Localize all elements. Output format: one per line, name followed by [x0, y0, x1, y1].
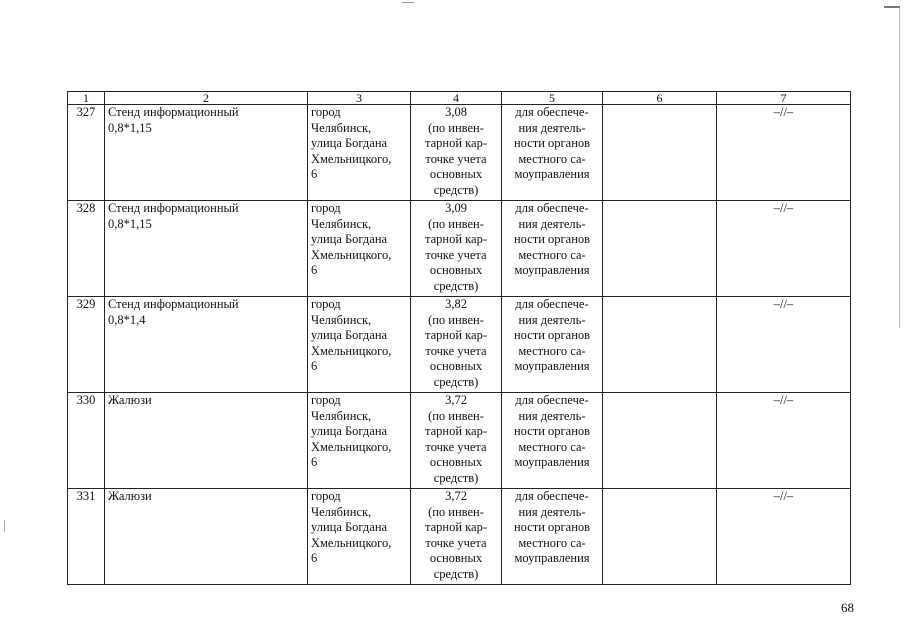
item-address-line: 6: [311, 455, 318, 470]
item-purpose: [502, 489, 603, 585]
column-7-cell: –//–: [717, 105, 851, 201]
table-header-row: [68, 92, 851, 105]
item-address-line: Челябинск,: [311, 120, 372, 135]
item-purpose: [502, 297, 603, 393]
item-purpose-line: ния деятель-: [518, 312, 586, 327]
item-name-line: Жалюзи: [108, 393, 152, 407]
item-purpose: [502, 105, 603, 201]
item-purpose-line: для обеспече-: [515, 105, 589, 119]
row-number: 331: [68, 489, 105, 585]
item-value-line: основных: [429, 359, 483, 374]
item-name-line: 0,8*1,15: [108, 216, 152, 231]
item-value-line: точке учета: [425, 535, 487, 550]
item-purpose-line: местного са-: [518, 343, 586, 358]
item-purpose-line: для обеспече-: [515, 201, 589, 215]
item-purpose-line: моуправления: [514, 455, 590, 470]
item-value: [411, 297, 502, 393]
item-purpose-line: для обеспече-: [515, 393, 589, 407]
column-header: 2: [105, 92, 308, 105]
item-value-line: точке учета: [425, 247, 487, 262]
column-header: 7: [717, 92, 851, 105]
item-value-line: тарной кар-: [424, 136, 487, 151]
item-address-line: 6: [311, 263, 318, 278]
item-value-line: тарной кар-: [424, 424, 487, 439]
item-name: [105, 201, 308, 297]
item-address-line: город: [311, 297, 341, 311]
column-7-cell: –//–: [717, 489, 851, 585]
column-6-cell: [603, 297, 717, 393]
item-value-line: основных: [429, 551, 483, 566]
item-address-line: улица Богдана: [311, 328, 388, 343]
item-address-line: 6: [311, 359, 318, 374]
row-number: 329: [68, 297, 105, 393]
item-value-line: (по инвен-: [428, 408, 484, 423]
item-address-line: улица Богдана: [311, 424, 388, 439]
item-name: [105, 297, 308, 393]
item-purpose-line: местного са-: [518, 247, 586, 262]
item-name-line: Стенд информационный: [108, 297, 239, 311]
item-address-line: 6: [311, 551, 318, 566]
item-value-line: (по инвен-: [428, 312, 484, 327]
item-address-line: улица Богдана: [311, 232, 388, 247]
item-value-line: средств): [433, 278, 479, 293]
item-value-line: (по инвен-: [428, 120, 484, 135]
column-7-cell: –//–: [717, 201, 851, 297]
table-row: [68, 201, 851, 297]
column-header: 1: [68, 92, 105, 105]
column-6-cell: [603, 489, 717, 585]
item-name-line: Жалюзи: [108, 489, 152, 503]
item-value-line: основных: [429, 167, 483, 182]
column-6-cell: [603, 201, 717, 297]
item-address: [308, 105, 411, 201]
item-value-line: средств): [433, 470, 479, 485]
row-number: 330: [68, 393, 105, 489]
item-value-line: 3,82: [445, 297, 467, 311]
item-purpose-line: местного са-: [518, 151, 586, 166]
item-name-line: 0,8*1,4: [108, 312, 146, 327]
item-value-line: 3,72: [445, 393, 467, 407]
item-purpose-line: местного са-: [518, 439, 586, 454]
item-purpose-line: ности органов: [513, 136, 591, 151]
item-purpose-line: для обеспече-: [515, 489, 589, 503]
item-value-line: точке учета: [425, 343, 487, 358]
item-value: [411, 105, 502, 201]
item-value-line: основных: [429, 263, 483, 278]
item-address-line: город: [311, 201, 341, 215]
item-address-line: город: [311, 393, 341, 407]
item-name: [105, 105, 308, 201]
item-address-line: Хмельницкого,: [311, 535, 392, 550]
page-number: 68: [841, 600, 854, 615]
item-purpose: [502, 393, 603, 489]
item-value-line: точке учета: [425, 439, 487, 454]
column-6-cell: [603, 105, 717, 201]
scan-artifact-top: [402, 2, 414, 3]
item-address-line: 6: [311, 167, 318, 182]
item-address-line: Хмельницкого,: [311, 439, 392, 454]
item-value: [411, 489, 502, 585]
item-value-line: 3,72: [445, 489, 467, 503]
item-purpose-line: для обеспече-: [515, 297, 589, 311]
item-name-line: 0,8*1,15: [108, 120, 152, 135]
item-purpose: [502, 201, 603, 297]
item-value: [411, 201, 502, 297]
scan-artifact-left: [4, 520, 5, 532]
item-purpose-line: ния деятель-: [518, 216, 586, 231]
item-purpose-line: ности органов: [513, 520, 591, 535]
item-address-line: Хмельницкого,: [311, 247, 392, 262]
column-7-cell: –//–: [717, 297, 851, 393]
item-address-line: улица Богдана: [311, 520, 388, 535]
row-number: 327: [68, 105, 105, 201]
item-purpose-line: моуправления: [514, 551, 590, 566]
item-value-line: средств): [433, 566, 479, 581]
item-purpose-line: ния деятель-: [518, 408, 586, 423]
item-value-line: 3,08: [445, 105, 467, 119]
item-value-line: тарной кар-: [424, 328, 487, 343]
table-body: [68, 105, 851, 585]
table-row: [68, 105, 851, 201]
item-value-line: средств): [433, 182, 479, 197]
item-purpose-line: ния деятель-: [518, 120, 586, 135]
item-purpose-line: ности органов: [513, 328, 591, 343]
item-address-line: Челябинск,: [311, 312, 372, 327]
item-purpose-line: местного са-: [518, 535, 586, 550]
row-number: 328: [68, 201, 105, 297]
item-address-line: город: [311, 105, 341, 119]
item-purpose-line: ности органов: [513, 232, 591, 247]
item-value-line: тарной кар-: [424, 520, 487, 535]
table-row: [68, 297, 851, 393]
item-address-line: Хмельницкого,: [311, 151, 392, 166]
item-name-line: Стенд информационный: [108, 201, 239, 215]
item-value-line: (по инвен-: [428, 216, 484, 231]
item-address-line: Челябинск,: [311, 216, 372, 231]
item-address-line: город: [311, 489, 341, 503]
item-address: [308, 393, 411, 489]
item-purpose-line: ния деятель-: [518, 504, 586, 519]
item-value: [411, 393, 502, 489]
item-name-line: Стенд информационный: [108, 105, 239, 119]
item-value-line: точке учета: [425, 151, 487, 166]
item-purpose-line: моуправления: [514, 359, 590, 374]
item-name: [105, 393, 308, 489]
table-row: [68, 393, 851, 489]
item-value-line: тарной кар-: [424, 232, 487, 247]
table-row: [68, 489, 851, 585]
column-header: 3: [308, 92, 411, 105]
scan-artifact-right: [884, 6, 900, 8]
item-address: [308, 201, 411, 297]
item-address-line: Челябинск,: [311, 408, 372, 423]
item-value-line: средств): [433, 374, 479, 389]
item-address-line: улица Богдана: [311, 136, 388, 151]
item-address-line: Хмельницкого,: [311, 343, 392, 358]
column-header: 6: [603, 92, 717, 105]
column-header: 5: [502, 92, 603, 105]
item-address: [308, 489, 411, 585]
item-address-line: Челябинск,: [311, 504, 372, 519]
item-purpose-line: моуправления: [514, 263, 590, 278]
item-value-line: основных: [429, 455, 483, 470]
column-7-cell: –//–: [717, 393, 851, 489]
column-header: 4: [411, 92, 502, 105]
column-6-cell: [603, 393, 717, 489]
item-value-line: 3,09: [445, 201, 467, 215]
scan-artifact-edge: [899, 8, 900, 328]
item-value-line: (по инвен-: [428, 504, 484, 519]
inventory-table: [67, 91, 851, 585]
item-purpose-line: моуправления: [514, 167, 590, 182]
item-name: [105, 489, 308, 585]
item-address: [308, 297, 411, 393]
item-purpose-line: ности органов: [513, 424, 591, 439]
